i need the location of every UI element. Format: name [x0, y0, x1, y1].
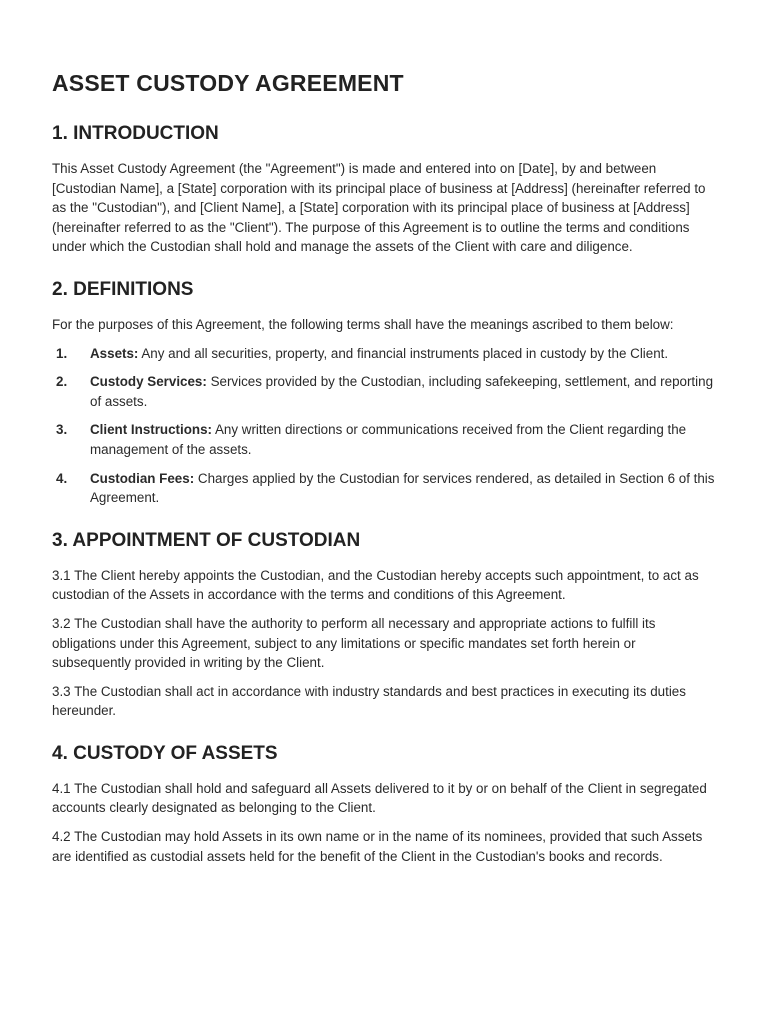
document-title: ASSET CUSTODY AGREEMENT	[52, 70, 404, 96]
section-heading: 3. APPOINTMENT OF CUSTODIAN	[52, 529, 361, 551]
definition-term: Client Instructions:	[90, 422, 213, 438]
definitions-intro: For the purposes of this Agreement, the following terms shall have the meanings ascribed to them below:	[52, 316, 674, 332]
definition-item	[52, 469, 718, 508]
definition-item	[52, 420, 718, 459]
definition-item	[52, 372, 718, 411]
section-definitions	[52, 279, 718, 508]
definition-text: Any written directions or communications received from the Client regarding the management of the assets.	[90, 422, 687, 457]
clause-paragraph: 3.1 The Client hereby appoints the Custodian, and the Custodian hereby accepts such appointment, to act as custodian of the Assets in accordance with the terms and conditions of this Agreement.	[52, 567, 699, 603]
definition-text: Charges applied by the Custodian for services rendered, as detailed in Section 6 of this Agreement.	[90, 470, 715, 506]
definition-number: 3.	[56, 422, 68, 438]
clause-paragraph: 4.2 The Custodian may hold Assets in its own name or in the name of its nominees, provided that such Assets are identified as custodial assets held for the benefit of the Client in the Custodian's books and records.	[52, 829, 703, 864]
section-introduction	[52, 123, 718, 257]
clause-paragraph: 3.2 The Custodian shall have the authority to perform all necessary and appropriate actions to fulfill its obligations under this Agreement, subject to any limitations or specific mandates set forth herein or subsequently provided in writing by the Client.	[52, 615, 656, 671]
section-heading: 2. DEFINITIONS	[52, 278, 194, 300]
definition-body	[90, 469, 718, 508]
definition-number: 1.	[56, 345, 68, 361]
definition-text: Any and all securities, property, and financial instruments placed in custody by the Client.	[138, 345, 669, 361]
definition-body	[90, 372, 718, 411]
definition-term: Assets:	[90, 345, 139, 361]
definition-term: Custodian Fees:	[90, 470, 195, 486]
section-heading: 1. INTRODUCTION	[52, 123, 219, 144]
section-paragraph: This Asset Custody Agreement (the "Agreement") is made and entered into on [Date], by and between [Custodian Name], a [State] corporation with its principal place of business at [Address] (hereinafter referred to as the "Custodian"), and [Client Name], a [State] corporation with its principal place of business at [Address] (hereinafter referred to as the "Client"). The purpose of this Agreement is to outline the terms and conditions under which the Custodian shall hold and manage the assets of the Client with care and diligence.	[52, 161, 706, 255]
definition-body	[90, 344, 718, 364]
definition-term: Custody Services:	[90, 374, 207, 390]
definition-number: 4.	[56, 470, 68, 486]
definition-item	[52, 344, 718, 364]
clause-paragraph: 3.3 The Custodian shall act in accordance with industry standards and best practices in executing its duties hereunder.	[52, 683, 686, 719]
section-heading: 4. CUSTODY OF ASSETS	[52, 742, 278, 764]
definition-number: 2.	[56, 374, 68, 390]
section-custody	[52, 743, 718, 866]
definition-body	[90, 420, 718, 459]
definition-text: Services provided by the Custodian, including safekeeping, settlement, and reporting of assets.	[90, 374, 714, 409]
clause-paragraph: 4.1 The Custodian shall hold and safeguard all Assets delivered to it by or on behalf of the Client in segregated accounts clearly designated as belonging to the Client.	[52, 780, 707, 816]
section-appointment	[52, 530, 718, 721]
definitions-list	[52, 344, 718, 508]
